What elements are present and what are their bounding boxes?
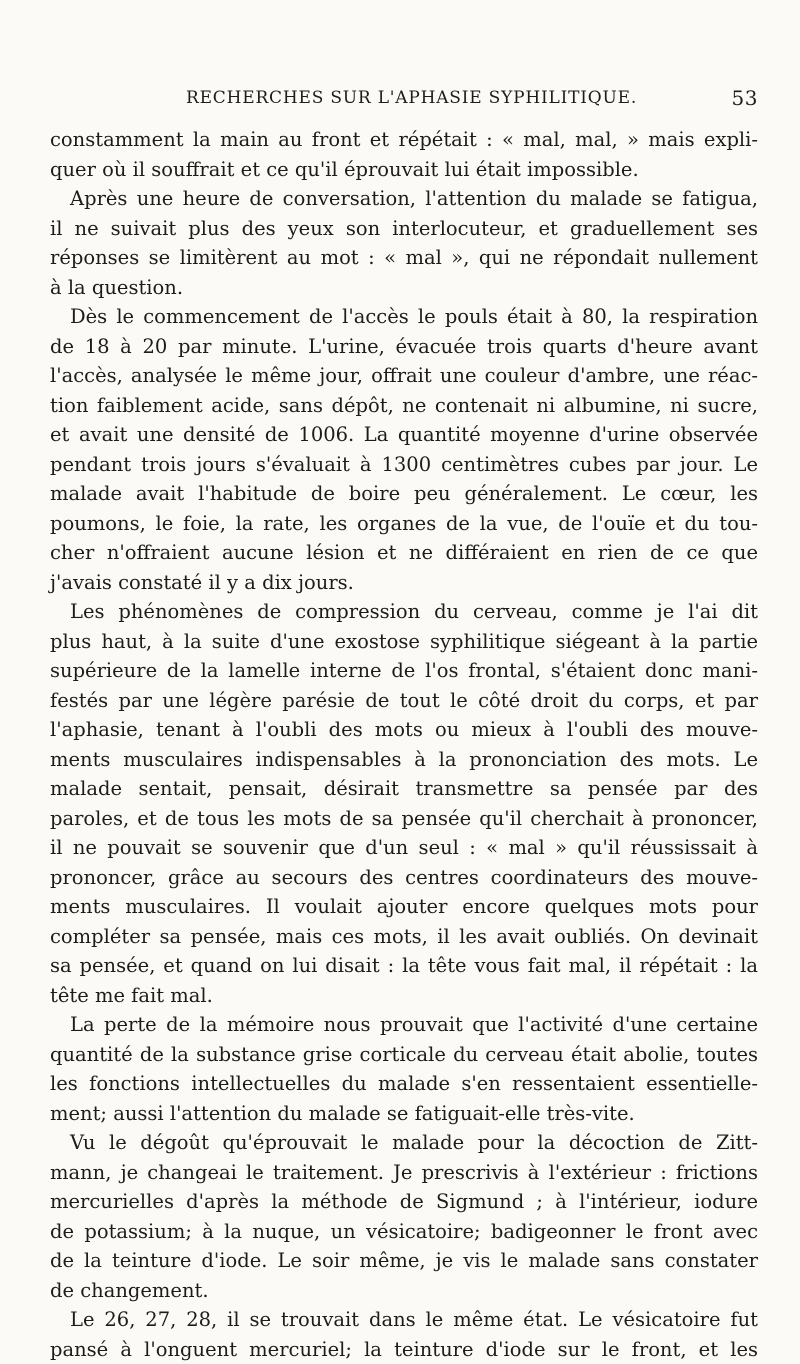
text-line: quantité de la substance grise corticale du cerveau était abolie, toutes xyxy=(50,1040,758,1070)
text-line: pendant trois jours s'évaluait à 1300 centimètres cubes par jour. Le xyxy=(50,450,758,480)
text-line: mann, je changeai le traitement. Je prescrivis à l'extérieur : frictions xyxy=(50,1158,758,1188)
text-line: festés par une légère parésie de tout le côté droit du corps, et par xyxy=(50,686,758,716)
text-line: à la question. xyxy=(50,273,758,303)
text-line: de changement. xyxy=(50,1276,758,1306)
text-line: Le 26, 27, 28, il se trouvait dans le même état. Le vésicatoire fut xyxy=(50,1305,758,1335)
text-line: et avait une densité de 1006. La quantité moyenne d'urine observée xyxy=(50,420,758,450)
text-line: j'avais constaté il y a dix jours. xyxy=(50,568,758,598)
text-line: il ne suivait plus des yeux son interlocuteur, et graduellement ses xyxy=(50,214,758,244)
text-line: supérieure de la lamelle interne de l'os frontal, s'étaient donc mani- xyxy=(50,656,758,686)
text-line: il ne pouvait se souvenir que d'un seul : « mal » qu'il réussissait à xyxy=(50,833,758,863)
page-header xyxy=(186,88,758,114)
text-line: Après une heure de conversation, l'attention du malade se fatigua, xyxy=(50,184,758,214)
text-line: plus haut, à la suite d'une exostose syphilitique siégeant à la partie xyxy=(50,627,758,657)
text-line: réponses se limitèrent au mot : « mal », qui ne répondait nullement xyxy=(50,243,758,273)
text-line: de la teinture d'iode. Le soir même, je vis le malade sans constater xyxy=(50,1246,758,1276)
text-line: Vu le dégoût qu'éprouvait le malade pour la décoction de Zitt- xyxy=(50,1128,758,1158)
text-line: de potassium; à la nuque, un vésicatoire; badigeonner le front avec xyxy=(50,1217,758,1247)
text-line: poumons, le foie, la rate, les organes de la vue, de l'ouïe et du tou- xyxy=(50,509,758,539)
running-title: RECHERCHES SUR L'APHASIE SYPHILITIQUE. xyxy=(186,88,637,108)
text-line: tion faiblement acide, sans dépôt, ne contenait ni albumine, ni sucre, xyxy=(50,391,758,421)
text-line: de 18 à 20 par minute. L'urine, évacuée trois quarts d'heure avant xyxy=(50,332,758,362)
text-line: Dès le commencement de l'accès le pouls était à 80, la respiration xyxy=(50,302,758,332)
text-line: sa pensée, et quand on lui disait : la tête vous fait mal, il répétait : la xyxy=(50,951,758,981)
text-line: malade sentait, pensait, désirait transmettre sa pensée par des xyxy=(50,774,758,804)
text-line: pansé à l'onguent mercuriel; la teinture d'iode sur le front, et les xyxy=(50,1335,758,1364)
text-line: ment; aussi l'attention du malade se fatiguait-elle très-vite. xyxy=(50,1099,758,1129)
text-line: Les phénomènes de compression du cerveau, comme je l'ai dit xyxy=(50,597,758,627)
text-line: La perte de la mémoire nous prouvait que l'activité d'une certaine xyxy=(50,1010,758,1040)
text-line: malade avait l'habitude de boire peu généralement. Le cœur, les xyxy=(50,479,758,509)
text-line: mercurielles d'après la méthode de Sigmund ; à l'intérieur, iodure xyxy=(50,1187,758,1217)
text-line: quer où il souffrait et ce qu'il éprouvait lui était impossible. xyxy=(50,155,758,185)
body-text xyxy=(50,125,758,1364)
text-line: tête me fait mal. xyxy=(50,981,758,1011)
text-line: ments musculaires. Il voulait ajouter encore quelques mots pour xyxy=(50,892,758,922)
text-line: prononcer, grâce au secours des centres coordinateurs des mouve- xyxy=(50,863,758,893)
text-line: constamment la main au front et répétait : « mal, mal, » mais expli- xyxy=(50,125,758,155)
text-line: cher n'offraient aucune lésion et ne différaient en rien de ce que xyxy=(50,538,758,568)
text-line: l'accès, analysée le même jour, offrait une couleur d'ambre, une réac- xyxy=(50,361,758,391)
text-line: les fonctions intellectuelles du malade s'en ressentaient essentielle- xyxy=(50,1069,758,1099)
text-line: l'aphasie, tenant à l'oubli des mots ou mieux à l'oubli des mouve- xyxy=(50,715,758,745)
page-number: 53 xyxy=(732,86,758,110)
text-line: ments musculaires indispensables à la prononciation des mots. Le xyxy=(50,745,758,775)
text-line: paroles, et de tous les mots de sa pensée qu'il cherchait à prononcer, xyxy=(50,804,758,834)
text-line: compléter sa pensée, mais ces mots, il les avait oubliés. On devinait xyxy=(50,922,758,952)
